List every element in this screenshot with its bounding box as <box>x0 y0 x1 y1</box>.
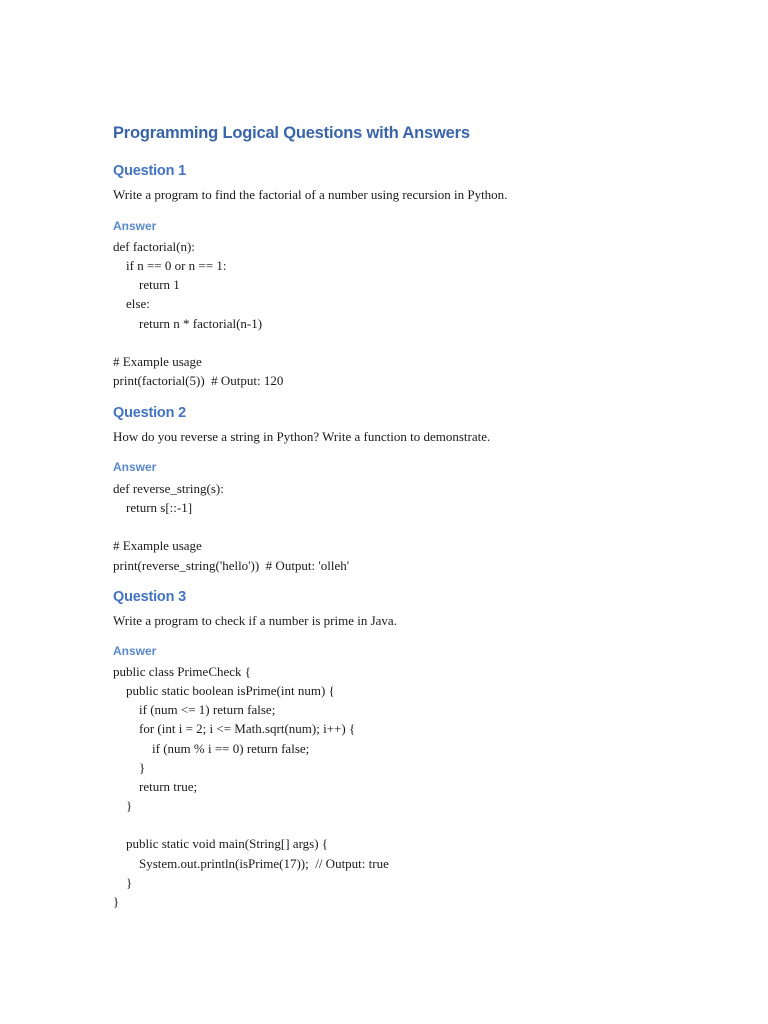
question-2-answer-code: def reverse_string(s): return s[::-1] # Example usage print(reverse_string('hello')) # Output: 'olleh' <box>113 481 350 573</box>
question-3-answer-label: Answer <box>113 644 157 658</box>
question-2-heading: Question 2 <box>113 405 186 421</box>
question-1-answer-code: def factorial(n): if n == 0 or n == 1: return 1 else: return n * factorial(n-1) # Example usage print(factorial(5)) # Output: 120 <box>113 239 284 389</box>
question-1-answer-label: Answer <box>113 219 157 233</box>
question-1-heading: Question 1 <box>113 163 186 179</box>
question-2-answer-label: Answer <box>113 460 157 474</box>
question-1-text: Write a program to find the factorial of a number using recursion in Python. <box>113 187 508 202</box>
question-3-heading: Question 3 <box>113 589 186 605</box>
question-2-text: How do you reverse a string in Python? Write a function to demonstrate. <box>113 429 491 444</box>
question-3-text: Write a program to check if a number is prime in Java. <box>113 613 397 628</box>
document-title: Programming Logical Questions with Answers <box>113 124 470 142</box>
question-3-answer-code: public class PrimeCheck { public static boolean isPrime(int num) { if (num <= 1) return false; for (int i = 2; i <= Math.sqrt(num); i++) { if (num % i == 0) return false; } return true; } public static void main(String[] args) { System.out.println(isPrime(17)); // Output: true } } <box>113 664 389 909</box>
